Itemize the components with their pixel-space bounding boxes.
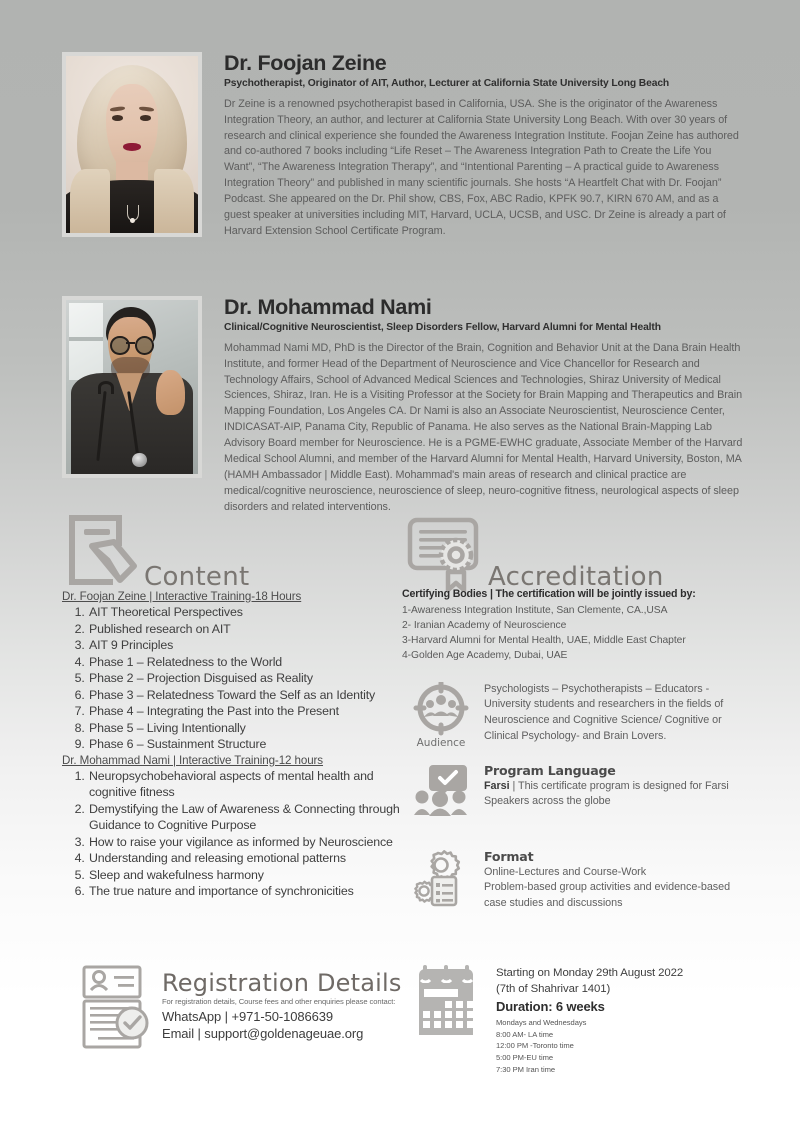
certifying-body-item: 2- Iranian Academy of Neuroscience (402, 619, 567, 631)
registration-note: For registration details, Course fees and other enquiries please contact: (162, 997, 396, 1006)
speaker-name-2: Dr. Mohammad Nami (224, 295, 432, 319)
certifying-bodies-heading: Certifying Bodies | The certification will be jointly issued by: (402, 588, 696, 600)
registration-title: Registration Details (162, 969, 402, 997)
gear-document-icon (412, 849, 470, 907)
program-language-title: Program Language (484, 762, 616, 778)
certifying-body-item: 4-Golden Age Academy, Dubai, UAE (402, 649, 568, 661)
content-group-2-list (62, 768, 402, 900)
list-item: 6. Phase 3 – Relatedness Toward the Self as an Identity (88, 687, 402, 704)
registration-email[interactable]: Email | support@goldenageuae.org (162, 1026, 364, 1042)
list-item: 4. Phase 1 – Relatedness to the World (88, 654, 402, 671)
list-item: 3. AIT 9 Principles (88, 637, 402, 654)
list-item: 8. Phase 5 – Living Intentionally (88, 720, 402, 737)
format-row (402, 849, 750, 912)
speaker-name-1: Dr. Foojan Zeine (224, 51, 387, 75)
schedule-time: 7:30 PM Iran time (496, 1064, 556, 1074)
schedule-duration: Duration: 6 weeks (496, 998, 605, 1014)
schedule-block (410, 963, 683, 1076)
format-line-3: case studies and discussions (484, 896, 623, 909)
speaker-block-1 (62, 52, 744, 240)
program-language-text (484, 779, 750, 810)
audience-row (402, 682, 750, 749)
list-item: 3. How to raise your vigilance as informed by Neuroscience (88, 834, 402, 851)
list-item: 1. Neuropsychobehavioral aspects of mental health and cognitive fitness (88, 768, 402, 801)
format-line-1: Online-Lectures and Course-Work (484, 865, 647, 878)
document-pencil-icon (62, 512, 142, 594)
program-language-row (402, 763, 750, 817)
registration-whatsapp[interactable]: WhatsApp | +971-50-1086639 (162, 1009, 333, 1024)
list-item: 2. Published research on AIT (88, 621, 402, 638)
audience-group-icon (413, 682, 469, 736)
audience-icon-label: Audience (416, 736, 466, 749)
speaker-photo-2 (62, 296, 202, 478)
id-card-check-icon (78, 963, 150, 1051)
content-group-1-heading: Dr. Foojan Zeine | Interactive Training-18 Hours (62, 590, 302, 603)
certificate-ribbon-icon (404, 514, 486, 594)
content-title: Content (144, 562, 250, 592)
list-item: 5. Sleep and wakefulness harmony (88, 867, 402, 884)
registration-block (78, 963, 402, 1051)
schedule-start-date-alt: (7th of Shahrivar 1401) (496, 982, 611, 995)
speaker-bio-2: Mohammad Nami MD, PhD is the Director of the Brain, Cognition and Behavior Unit at the Dana Brain Health Institute, and former Head of the Department of Neuroscience and Vice Chancellor for Research and Technology Affairs, School of Advanced Medical Sciences and Technologies, Shiraz University of Medical Sciences, Shiraz, Iran. He is a Visiting Professor at the Society for Brain Mapping and Therapeutics and Brain Mapping Foundation, Los Angeles CA. Dr Nami is also an Associate Neuroscientist, Neuroscience Center, INDICASAT-AIP, Panama City, Republic of Panama. He also serves as the National Brain-Mapping Lab Advisory Board member for Neuroscience. He is a PGME-EWHC graduate, Associate Member of the Harvard Medical School Alumni, and member of the Harvard Alumni for Mental Health, Harvard University, Boston, MA (HAMH Ambassador | Middle East). Mohammad's main areas of research and clinical practice are medical/cognitive neuroscience, neuroscience of sleep, neuro-cognitive fitness, neurological aspects of sleep disorders and related interventions. (224, 341, 743, 513)
schedule-time: 12:00 PM -Toronto time (496, 1041, 574, 1051)
schedule-time: 5:00 PM-EU time (496, 1053, 554, 1063)
format-line-2: Problem-based group activities and evidence-based (484, 881, 731, 894)
list-item: 7. Phase 4 – Integrating the Past into the Present (88, 703, 402, 720)
accreditation-title: Accreditation (488, 562, 664, 592)
content-group-2-heading: Dr. Mohammad Nami | Interactive Training-12 hours (62, 753, 324, 767)
speaker-block-2 (62, 296, 744, 515)
certifying-body-item: 3-Harvard Alumni for Mental Health, UAE, Middle East Chapter (402, 634, 686, 646)
schedule-time: 8:00 AM- LA time (496, 1029, 554, 1039)
list-item: 5. Phase 2 – Projection Disguised as Reality (88, 670, 402, 687)
speaker-role-2: Clinical/Cognitive Neuroscientist, Sleep Disorders Fellow, Harvard Alumni for Mental Health (224, 321, 661, 333)
speaker-role-1: Psychotherapist, Originator of AIT, Author, Lecturer at California State University Long Beach (224, 77, 670, 89)
certifying-body-item: 1-Awareness Integration Institute, San Clemente, CA.,USA (402, 605, 668, 616)
list-item: 2. Demystifying the Law of Awareness & Connecting through Guidance to Cognitive Purpose (88, 801, 402, 834)
calendar-icon (410, 963, 482, 1045)
speaker-photo-1 (62, 52, 202, 237)
people-speech-check-icon (413, 763, 469, 817)
audience-text: Psychologists – Psychotherapists – Educators - University students and researchers in the fields of Neuroscience and Cognitive Science/ Cognitive or Clinical Psychology- and Brain Lovers. (484, 682, 724, 742)
schedule-days: Mondays and Wednesdays (496, 1017, 587, 1027)
accreditation-section-heading (404, 514, 664, 594)
list-item: 6. The true nature and importance of synchronicities (88, 883, 402, 900)
schedule-start-date: Starting on Monday 29th August 2022 (496, 967, 684, 979)
content-section-heading (62, 512, 250, 594)
content-group-1-list (62, 604, 402, 753)
content-column (62, 590, 402, 900)
speaker-bio-1: Dr Zeine is a renowned psychotherapist based in California, USA. She is the originator of the Awareness Integration Theory, an author, and lecturer at California State University Long Beach. With over 30 years of research and clinical experience she founded the Awareness Integration Institute. Foojan Zeine has authored and co-authored 7 books including “Life Reset – The Awareness Integration Path to Create the Life You Want”, “The Awareness Integration Therapy”, and “Intentional Parenting – A practical guide to Awareness Integration Theory” and published in many scientific journals. She hosts “A Heartfelt Chat with Dr. Foojan” Podcast. She appeared on the Dr. Phil show, CBS, Fox, ABC Radio, KPFK 90.7, KIRN 670 AM, and as a guest speaker at universities including MIT, Harvard, UCLA, UCSB, and USC. Dr Zeine is already a part of Harvard Extension School Certificate Program. (224, 97, 739, 237)
list-item: 4. Understanding and releasing emotional patterns (88, 850, 402, 867)
format-title: Format (484, 848, 534, 864)
accreditation-column (402, 588, 750, 912)
program-language-lead: Farsi (484, 779, 510, 792)
list-item: 9. Phase 6 – Sustainment Structure (88, 736, 402, 753)
list-item: 1. AIT Theoretical Perspectives (88, 604, 402, 621)
program-language-detail: | This certificate program is designed for Farsi Speakers across the globe (484, 779, 729, 808)
